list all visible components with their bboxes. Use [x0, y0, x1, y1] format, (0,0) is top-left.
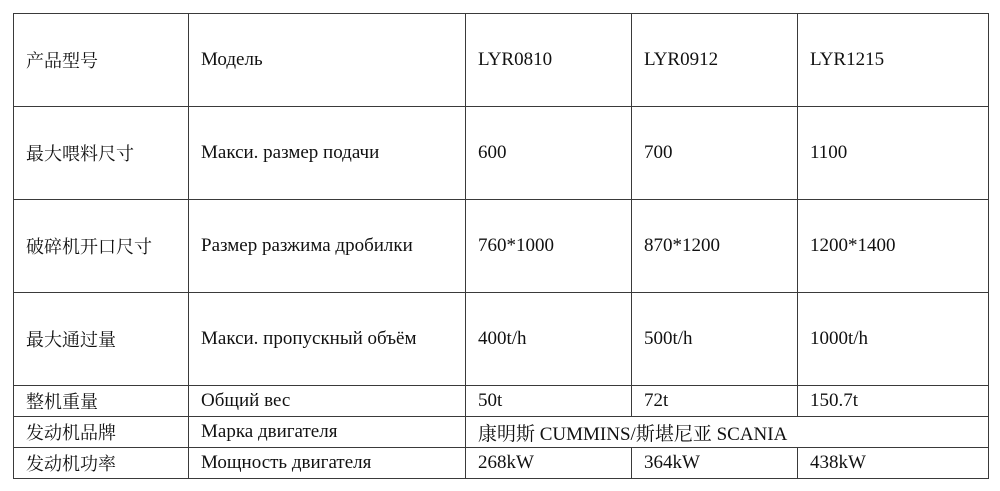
value-cell: 1000t/h — [798, 293, 989, 386]
header-zh-cell: 产品型号 — [14, 14, 189, 107]
value-cell: 600 — [466, 107, 632, 200]
table-row — [14, 107, 989, 200]
label-ru-cell: Макси. пропускный объём — [189, 293, 466, 386]
value-cell: 760*1000 — [466, 200, 632, 293]
label-zh-cell: 最大喂料尺寸 — [14, 107, 189, 200]
label-ru-cell: Мощность двигателя — [189, 448, 466, 479]
value-cell: 500t/h — [632, 293, 798, 386]
value-cell: 364kW — [632, 448, 798, 479]
value-cell: 50t — [466, 386, 632, 417]
table-row-header — [14, 14, 989, 107]
table-row — [14, 417, 989, 448]
label-zh-cell: 发动机品牌 — [14, 417, 189, 448]
label-zh-cell: 最大通过量 — [14, 293, 189, 386]
table-row — [14, 293, 989, 386]
table-row — [14, 200, 989, 293]
label-ru-cell: Марка двигателя — [189, 417, 466, 448]
header-ru-cell: Модель — [189, 14, 466, 107]
value-cell: 870*1200 — [632, 200, 798, 293]
model-cell: LYR0810 — [466, 14, 632, 107]
table-row — [14, 448, 989, 479]
value-cell: 150.7t — [798, 386, 989, 417]
value-cell: 72t — [632, 386, 798, 417]
label-ru-cell: Макси. размер подачи — [189, 107, 466, 200]
value-cell: 700 — [632, 107, 798, 200]
label-ru-cell: Размер разжима дробилки — [189, 200, 466, 293]
value-cell: 1200*1400 — [798, 200, 989, 293]
value-cell: 400t/h — [466, 293, 632, 386]
label-zh-cell: 破碎机开口尺寸 — [14, 200, 189, 293]
merged-value-cell: 康明斯 CUMMINS/斯堪尼亚 SCANIA — [466, 417, 989, 448]
value-cell: 438kW — [798, 448, 989, 479]
value-cell: 268kW — [466, 448, 632, 479]
table-row — [14, 386, 989, 417]
model-cell: LYR1215 — [798, 14, 989, 107]
model-cell: LYR0912 — [632, 14, 798, 107]
value-cell: 1100 — [798, 107, 989, 200]
label-ru-cell: Общий вес — [189, 386, 466, 417]
label-zh-cell: 发动机功率 — [14, 448, 189, 479]
spec-table — [13, 13, 989, 479]
label-zh-cell: 整机重量 — [14, 386, 189, 417]
